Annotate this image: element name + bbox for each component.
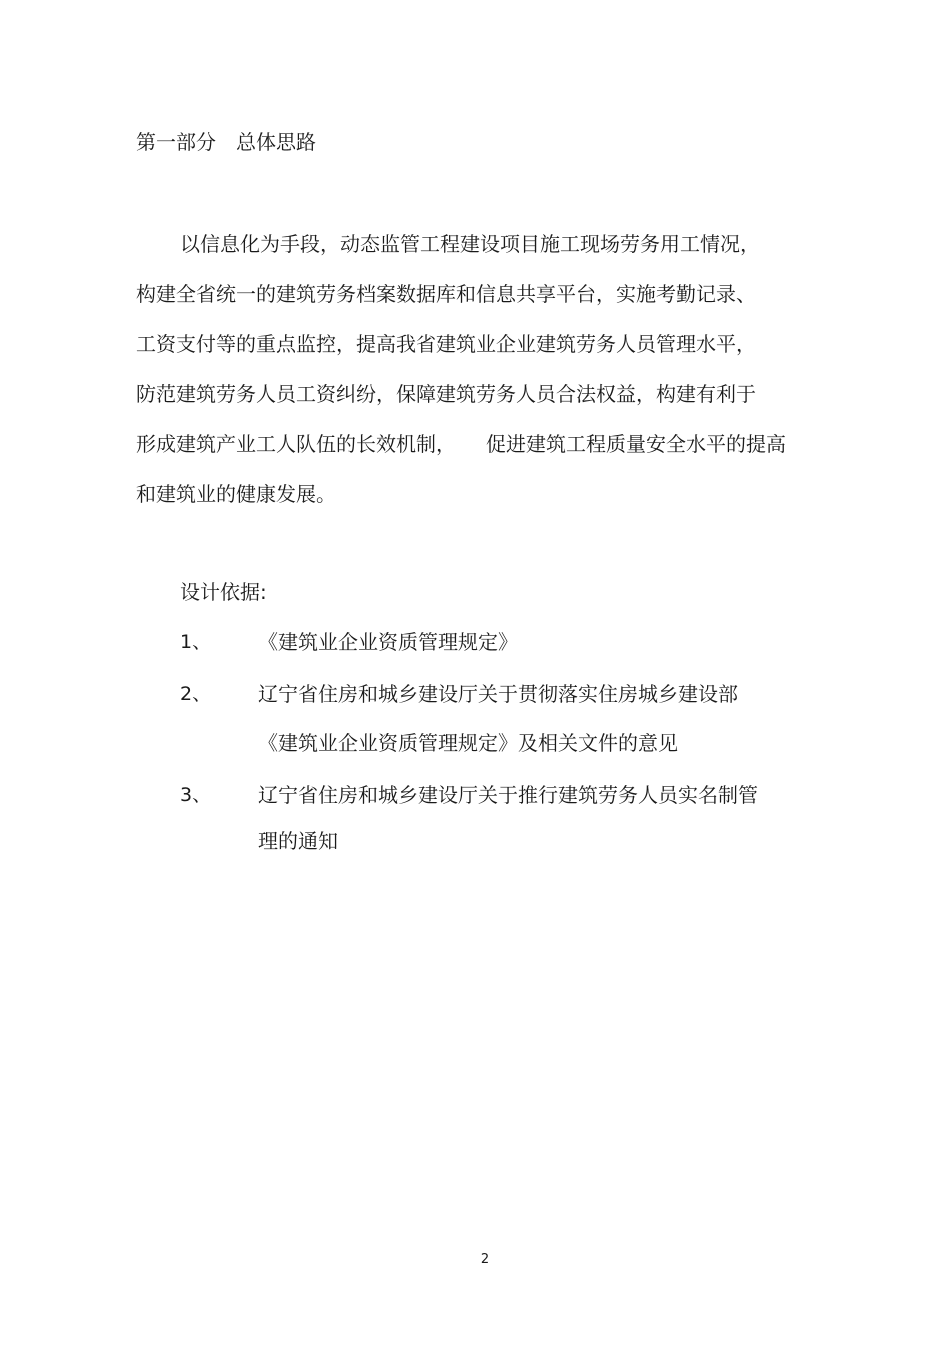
list-item-text: 《建筑业企业资质管理规定》及相关文件的意见 — [258, 731, 678, 755]
page-number: 2 — [480, 1252, 490, 1267]
list-item-text: 辽宁省住房和城乡建设厅关于推行建筑劳务人员实名制管 — [258, 783, 758, 807]
section-part-label: 第一部分 — [136, 130, 216, 154]
list-item-number: 2、 — [180, 683, 212, 705]
list-item-number: 1、 — [180, 631, 212, 653]
paragraph-line: 和建筑业的健康发展。 — [136, 482, 336, 506]
design-basis-title: 设计依据: — [180, 580, 267, 604]
section-title: 总体思路 — [236, 130, 316, 154]
list-item-number: 3、 — [180, 784, 212, 806]
list-item-text: 辽宁省住房和城乡建设厅关于贯彻落实住房城乡建设部 — [258, 682, 738, 706]
paragraph-line: 工资支付等的重点监控，提高我省建筑业企业建筑劳务人员管理水平， — [136, 332, 756, 356]
paragraph-line: 构建全省统一的建筑劳务档案数据库和信息共享平台，实施考勤记录、 — [136, 282, 756, 306]
list-item-text: 《建筑业企业资质管理规定》 — [258, 630, 518, 654]
section-heading — [136, 128, 316, 156]
body-paragraph — [136, 228, 816, 528]
list-item-text: 理的通知 — [258, 829, 338, 853]
paragraph-line: 形成建筑产业工人队伍的长效机制， 促进建筑工程质量安全水平的提高 — [136, 432, 786, 456]
paragraph-line: 防范建筑劳务人员工资纠纷，保障建筑劳务人员合法权益，构建有利于 — [136, 382, 756, 406]
paragraph-line: 以信息化为手段，动态监管工程建设项目施工现场劳务用工情况， — [180, 232, 760, 256]
